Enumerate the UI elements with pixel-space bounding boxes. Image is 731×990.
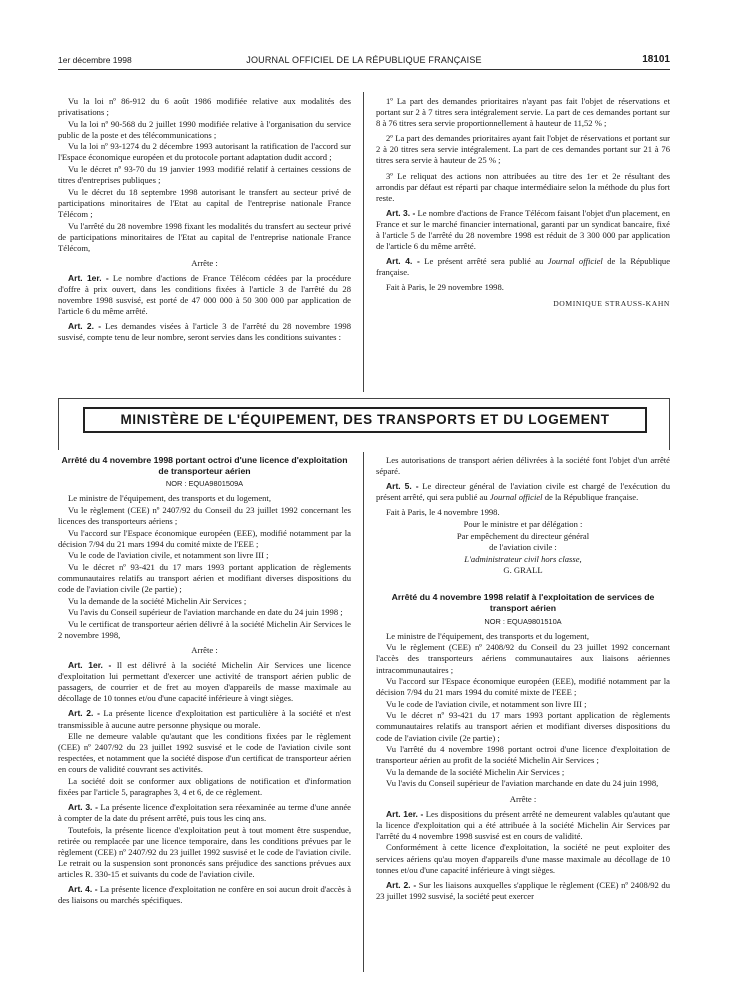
article-text: La présente licence d'exploitation sera réexaminée au terme d'une année à compter de la date du présent arrêté, puis tous les cinq ans. xyxy=(58,802,351,824)
column-bottom-right xyxy=(376,455,670,902)
article-3 xyxy=(58,802,351,824)
article-text: de la République française. xyxy=(376,256,671,278)
article-2 xyxy=(58,708,351,730)
paragraph: Vu l'arrêté du 4 novembre 1998 portant octroi d'une licence d'exploitation de transporteur aérien au profit de la société Michelin Air Services ; xyxy=(376,744,670,766)
paragraph: Vu le règlement (CEE) nº 2407/92 du Conseil du 23 juillet 1992 concernant les licences des transporteurs aériens ; xyxy=(58,504,351,526)
arrete-heading: Arrête : xyxy=(191,257,218,268)
column-top-right xyxy=(376,96,670,309)
article-4 xyxy=(58,884,351,906)
paragraph: Vu le décret nº 93-70 du 19 janvier 1993 modifié relatif à certaines cessions de titres d'entreprises publiques ; xyxy=(58,164,351,186)
decree-title: Arrêté du 4 novembre 1998 relatif à l'exploitation de services de transport aérien xyxy=(391,592,655,614)
paragraph: Vu le certificat de transporteur aérien délivré à la société Michelin Air Services le 2 novembre 1998, xyxy=(58,618,351,640)
article-label: Art. 2. - xyxy=(68,708,100,719)
ministry-banner: MINISTÈRE DE L'ÉQUIPEMENT, DES TRANSPORTS ET DU LOGEMENT xyxy=(83,407,647,433)
article-2 xyxy=(376,880,670,902)
article-text: Le nombre d'actions de France Télécom cédées par la procédure d'offre à prix ouvert, dans les conditions fixées à l'article 3 de l'arrêté du 28 novembre 1998 susvisé, est porté de 47 000 000 à 50 300 000 par application de l'article 6 du même arrêté. xyxy=(58,272,352,317)
paragraph: Conformément à cette licence d'exploitation, la société ne peut exploiter des services aériens qu'au moyen d'appareils d'une masse maximale au décollage de 10 tonnes et/ou d'une capacité inférieure à vingt sièges. xyxy=(376,842,670,875)
article-text: Les demandes visées à l'article 3 de l'arrêté du 28 novembre 1998 susvisé, compte tenu de leur nombre, seront servies dans les conditions suivantes : xyxy=(58,321,351,343)
fait-line: Fait à Paris, le 29 novembre 1998. xyxy=(386,282,504,293)
paragraph: Vu le code de l'aviation civile, et notamment son livre III ; xyxy=(386,698,587,709)
administrator-text: L'administrateur civil hors classe, xyxy=(464,553,582,564)
paragraph: Vu la loi nº 90-568 du 2 juillet 1990 modifiée relative à l'organisation du service public de la poste et des télécommunications ; xyxy=(58,118,351,140)
paragraph: Le ministre de l'équipement, des transports et du logement, xyxy=(386,630,589,641)
article-text: La présente licence d'exploitation ne confère en soi aucun droit d'accès à des liaisons ou marchés spécifiques. xyxy=(58,884,352,906)
decree-title: Arrêté du 4 novembre 1998 portant octroi d'une licence d'exploitation de transporteur aérien xyxy=(61,455,348,476)
header-date: 1er décembre 1998 xyxy=(58,55,132,65)
article-label: Art. 4. - xyxy=(68,884,98,895)
paragraph: Vu le décret nº 93-421 du 17 mars 1993 portant application de règlements communautaires relatifs au transport aérien et modifiant diverses dispositions du code de l'aviation civile (2e partie) ; xyxy=(58,561,351,595)
article-text: Sur les liaisons auxquelles s'applique le règlement (CEE) nº 2408/92 du 23 juillet 1992 susvisé, la société peut exercer xyxy=(376,879,670,901)
article-label: Art. 5. - xyxy=(386,481,419,492)
administrator-name: G. GRALL xyxy=(503,565,543,576)
article-5 xyxy=(376,481,670,503)
nor-reference: NOR : EQUA9801509A xyxy=(165,479,244,489)
delegation-line: de l'aviation civile : xyxy=(489,542,557,553)
article-1 xyxy=(58,273,351,317)
nor-reference: NOR : EQUA9801510A xyxy=(484,616,562,626)
delegation-line: Par empêchement du directeur général xyxy=(456,530,590,541)
column-divider-bottom xyxy=(363,452,364,972)
article-label: Art. 3. - xyxy=(386,207,416,218)
paragraph: La société doit se conformer aux obligations de notification et d'information fixées par l'article 5, paragraphes 3, 4 et 6, de ce règlement. xyxy=(58,776,351,798)
paragraph: Vu la demande de la société Michelin Air Services ; xyxy=(68,595,247,606)
paragraph: Toutefois, la présente licence d'exploitation peut à tout moment être suspendue, retirée ou remplacée par une licence temporaire, dans les conditions prévues par le règlement (CEE) nº 2407/92 du 23 juillet 1992 susvisé et le code de l'aviation civile. Le retrait ou la suspension sont prononcés sans préjudice des sanctions prévues aux articles R. 330-15 et suivants du code de l'aviation civile. xyxy=(58,824,351,880)
article-label: Art. 2. - xyxy=(68,321,102,332)
article-text: Le présent arrêté sera publié au xyxy=(419,256,548,267)
paragraph: Vu le décret du 18 septembre 1998 autorisant le transfert au secteur privé de participations minoritaires de l'Etat au capital de l'entreprise nationale France Télécom ; xyxy=(58,186,351,219)
article-1 xyxy=(376,809,670,842)
article-label: Art. 4. - xyxy=(386,256,420,267)
article-label: Art. 1er. - xyxy=(386,808,424,819)
journal-italic: Journal officiel xyxy=(547,256,603,267)
column-top-left xyxy=(58,96,351,343)
article-text: Le directeur général de l'aviation civile est chargé de l'exécution du présent arrêté, qui sera publié au xyxy=(376,481,671,503)
article-text: de la République française. xyxy=(542,492,639,503)
article-1 xyxy=(58,660,351,704)
page-number: 18101 xyxy=(642,54,670,65)
paragraph: Vu la demande de la société Michelin Air Services ; xyxy=(386,766,565,777)
paragraph: Vu la loi nº 93-1274 du 2 décembre 1993 autorisant la ratification de l'accord sur l'Espace économique européen et du protocole portant adaptation dudit accord ; xyxy=(58,141,351,163)
paragraph: Vu le règlement (CEE) nº 2408/92 du Conseil du 23 juillet 1992 concernant l'accès des transporteurs aériens communautaires aux liaisons aériennes intracommunautaires ; xyxy=(376,642,670,675)
arrete-heading: Arrête : xyxy=(509,793,537,804)
journal-italic: Journal officiel xyxy=(489,492,543,503)
paragraph: Vu l'avis du Conseil supérieur de l'aviation marchande en date du 24 juin 1998, xyxy=(386,778,659,789)
article-2 xyxy=(58,321,351,343)
article-text: Il est délivré à la société Michelin Air Services une licence d'exploitation lui permettant d'exercer une activité de transport aérien public de passagers, de courrier et de fret au moyen d'appareils de masse maximale au décollage de 10 tonnes et/ou d'une capacité inférieure à vingt sièges. xyxy=(58,660,351,704)
fait-line: Fait à Paris, le 4 novembre 1998. xyxy=(386,507,500,518)
journal-title: JOURNAL OFFICIEL DE LA RÉPUBLIQUE FRANÇAISE xyxy=(246,55,482,65)
paragraph: Vu l'avis du Conseil supérieur de l'aviation marchande en date du 24 juin 1998 ; xyxy=(68,607,343,618)
administrator-title xyxy=(376,554,670,565)
paragraph: Elle ne demeure valable qu'autant que les conditions fixées par le règlement (CEE) nº 2407/92 du 23 juillet 1992 susvisé et le code de l'aviation civile sont respectées, et notamment que la société dispose d'un certificat de transporteur aérien en cours de validité couvrant ses activités. xyxy=(58,731,351,775)
signature: DOMINIQUE STRAUSS-KAHN xyxy=(553,298,670,308)
article-text: Le nombre d'actions de France Télécom faisant l'objet d'un placement, en France et sur le marché financier international, garanti par un syndicat bancaire, fixé à l'article 5 de l'arrêté du 28 novembre 1998 est réduit de 3 300 000 par application de l'article 6 du même arrêté. xyxy=(376,207,671,252)
article-3 xyxy=(376,208,670,252)
paragraph: 3º Le reliquat des actions non attribuées au titre des 1er et 2e résultant des arrondis par défaut est réparti par chaque intermédiaire selon la méthode du plus fort reste. xyxy=(376,170,670,203)
paragraph: Vu le décret nº 93-421 du 17 mars 1993 portant application de règlements communautaires relatifs au transport aérien et modifiant diverses dispositions du code de l'aviation civile (2e partie) ; xyxy=(376,710,670,743)
paragraph: Vu le code de l'aviation civile, et notamment son livre III ; xyxy=(68,550,269,561)
paragraph: Vu la loi nº 86-912 du 6 août 1986 modifiée relative aux modalités des privatisations ; xyxy=(58,96,351,118)
article-4 xyxy=(376,256,670,278)
paragraph: Vu l'arrêté du 28 novembre 1998 fixant les modalités du transfert au secteur privé de participations minoritaires de l'Etat au capital de l'entreprise nationale France Télécom, xyxy=(58,220,351,253)
page-header xyxy=(58,55,670,70)
article-label: Art. 3. - xyxy=(68,802,98,813)
column-divider-top xyxy=(363,92,364,392)
delegation-line: Pour le ministre et par délégation : xyxy=(463,518,583,529)
paragraph: 2º La part des demandes prioritaires ayant fait l'objet de réservations et portant sur 2 à 20 titres sera servie intégralement. La part de ces demandes portant sur 21 à 76 titres sera servie à hauteur de 25 % ; xyxy=(376,133,670,166)
paragraph: Le ministre de l'équipement, des transports et du logement, xyxy=(68,493,271,504)
paragraph: Vu l'accord sur l'Espace économique européen (EEE), modifié notamment par la décision 7/94 du 21 mars 1994 du comité mixte de l'EEE ; xyxy=(58,527,351,549)
article-label: Art. 2. - xyxy=(386,879,417,890)
article-text: La présente licence d'exploitation est particulière à la société et n'est transmissible à aucune autre personne physique ou morale. xyxy=(58,708,351,730)
article-text: Les dispositions du présent arrêté ne demeurent valables qu'autant que la licence d'exploitation qui a été attribuée à la société Michelin Air Services par l'arrêté du 4 novembre 1998 susvisé est en cours de validité. xyxy=(376,808,670,841)
paragraph: Les autorisations de transport aérien délivrées à la société font l'objet d'un arrêté séparé. xyxy=(376,455,670,477)
article-label: Art. 1er. - xyxy=(68,660,112,671)
arrete-heading: Arrête : xyxy=(191,645,218,655)
article-label: Art. 1er. - xyxy=(68,272,109,283)
paragraph: Vu l'accord sur l'Espace économique européen (EEE), modifié notamment par la décision 7/94 du 21 mars 1994 du comité mixte de l'EEE ; xyxy=(376,676,670,698)
paragraph: 1º La part des demandes prioritaires n'ayant pas fait l'objet de réservations et portant sur 2 à 7 titres sera intégralement servie. La part de ces demandes portant sur 8 à 76 titres sera servie proportionnellement à hauteur de 11,52 % ; xyxy=(376,96,670,129)
column-bottom-left xyxy=(58,455,351,907)
